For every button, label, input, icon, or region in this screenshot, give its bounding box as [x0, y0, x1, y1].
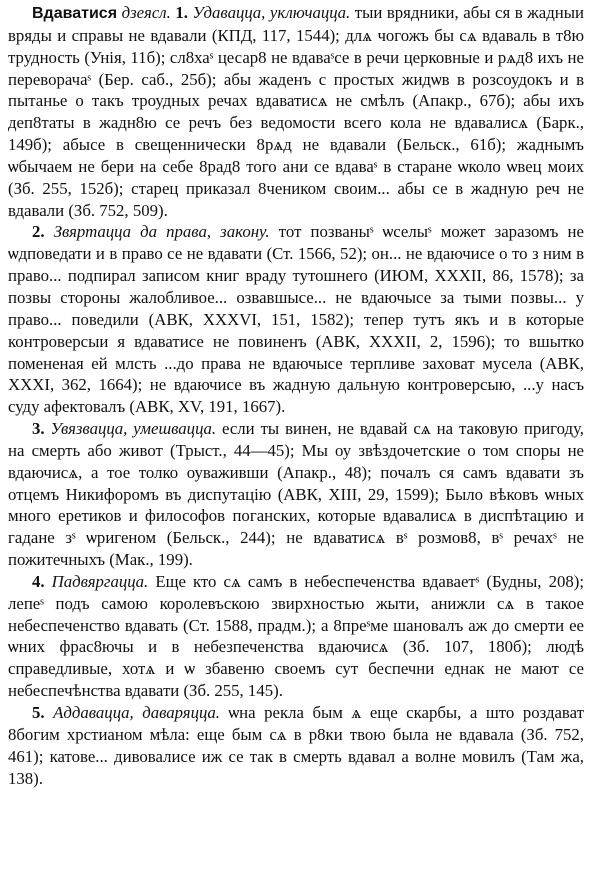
sense-citations: Еще кто сѧ самъ в небеспеченства вдаваетˢ (Будны, 208); лепеˢ подъ самою королевъскою звирхностью жыти, анижли сѧ в такое небеспеченство вдавать (Ст. 1588, прадм.); а 8преˢме шановалъ аж до смерти ее ѡних фрас8ючы и в небезпеченства вдаючисѧ (Зб. 107, 180б); людѣ справедливые, хотѧ и ѡ збавеню своемъ сут беспечни еднак не мают се небеспечѣнства вдавати (Зб. 255, 145).	[8, 571, 584, 701]
sense-citations: тот позваныˢ ѡселыˢ может заразомъ не ѡдповедати и в право се не вдавати (Ст. 1566, 52); он... не вдаючисе о то з ним в право... подпирал записом книг враду тутошнего (ИЮМ, XXXII, 86, 1578); за позвы стороны жалобливое... озвавшысе... не вдаючысе за тыми позвы... у право... поведили (АВК, XXXVI, 151, 1582); тепер тутъ якъ и в которые контроверсыи я вдаватисе не повиненъ (АВК, XXXII, 2, 1596); то вшытко помененая ей млсть ...до права не вдаючысе терпливе заховат мусела (АВК, XXXI, 362, 1664); не вдаючисе въ жадную дальную контроверсыю, ...у насъ суду афектовалъ (АВК, XV, 191, 1667).	[8, 222, 584, 417]
sense-gloss: Падвяргаццa.	[51, 571, 149, 591]
sense-number: 5.	[32, 703, 45, 722]
sense-3	[8, 418, 584, 571]
sense-number: 4.	[32, 571, 45, 591]
sense-1	[8, 2, 584, 221]
sense-number: 2.	[32, 222, 45, 242]
sense-citations: если ты винен, не вдавай сѧ на таковую пригоду, на смерть або живот (Трыст., 44—45); Мы оу звѣздочетские о том споры не вдаючисѧ, а тое толко оуваживши (Апакр., 48); почалъ ся самъ вдавати зъ отцемъ Никифоромъ въ диспутацію (АВК, XIII, 29, 1599); Было вѣковъ ѡных много еретиков и философов поганских, которые вдавалисѧ в диспѣтацию и гадане зˢ ѡригеном (Бельск., 244); не вдаватисѧ вˢ розмов8, вˢ речахˢ не пожитечныхъ (Мак., 199).	[8, 419, 584, 570]
sense-gloss: Удаваццa, уключаццa.	[192, 3, 351, 22]
sense-gloss: Звяртаццa да права, закону.	[53, 222, 270, 242]
sense-5	[8, 702, 584, 789]
sense-gloss: Увязваццa, умешваццa.	[50, 419, 217, 439]
headword: Вдаватися	[32, 5, 118, 22]
sense-4	[8, 571, 584, 702]
sense-2	[8, 221, 584, 418]
sense-number: 1.	[175, 3, 188, 22]
sense-citations: ѡна рекла бым ѧ еще скарбы, а што роздават 8богим хрстианом мѣла: еще бым сѧ в р8ки твою была не вдавала (Зб. 752, 461); катове... дивовалисе иж се так в смерть вдавал а волне мовилъ (Там жа, 138).	[8, 703, 584, 788]
grammar-label: дзеясл.	[121, 3, 171, 22]
dictionary-page	[8, 2, 584, 789]
sense-citations: тыи врядники, абы ся в жадныи вряды и справы не вдавали (КПД, 117, 1544); длѧ чогожъ бы сѧ вдаваль в т8ю трудность (Унія, 11б); сл8хаˢ цесар8 не вдаваˢсе в речи церковные и рѧд8 ихъ не переворачаˢ (Бер. саб., 25б); абы жаденъ с простых жидѡв в розсоудокъ и в пытанье о такъ троудных речах вдаватисѧ не смѣлъ (Апакр., 67б); абы ихъ деп8таты в жадн8ю се речъ без ведомости всего кола не вдавалисѧ (Барк., 149б); абысе в свещеннически 8рѧд не вдавали (Бельск., 61б); жаднымъ ѡбычаем не бери на себе 8рад8 того ани се вдаваˢ в старане ѡколо ѡвец моих (Зб. 255, 152б); старец приказал 8чеником своим... абы се в жадную реч не вдавали (Зб. 752, 509).	[8, 3, 584, 220]
sense-gloss: Аддаваццa, даваряццa.	[53, 703, 220, 722]
sense-number: 3.	[32, 419, 45, 439]
